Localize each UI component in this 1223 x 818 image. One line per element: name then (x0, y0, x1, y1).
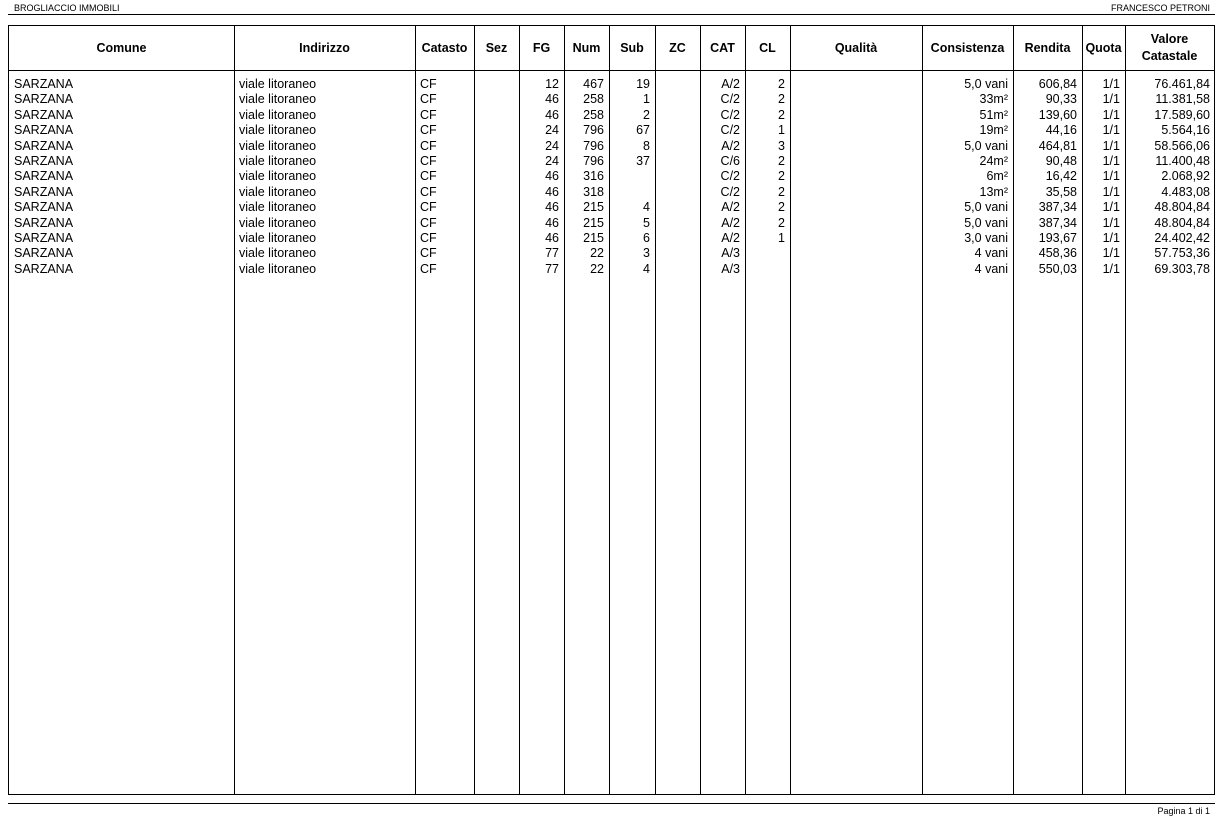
cell-valore: 2.068,92 (1161, 169, 1210, 184)
cell-sub: 2 (643, 107, 650, 122)
cell-comune: SARZANA (14, 169, 74, 184)
cell-sez (479, 246, 514, 261)
cell-valore: 48.804,84 (1154, 215, 1210, 230)
cell-cl: 1 (778, 123, 785, 138)
cell-cat: C/6 (720, 154, 740, 168)
cell-indirizzo: viale litoraneo (239, 77, 317, 91)
cell-cat: A/2 (721, 77, 740, 91)
cell-qualita (795, 200, 917, 215)
cell-consistenza: 51m² (979, 107, 1008, 122)
cell-cl: 2 (778, 215, 785, 230)
table-row (9, 108, 1214, 123)
cell-cat: A/2 (721, 138, 740, 153)
cell-zc (660, 185, 695, 200)
cell-consistenza: 3,0 vani (964, 231, 1008, 245)
cell-cl: 2 (778, 77, 785, 91)
cell-quota: 1/1 (1102, 200, 1120, 215)
table-row (9, 123, 1214, 138)
cell-cl: 2 (778, 200, 785, 215)
cell-sub: 8 (643, 138, 650, 153)
cell-consistenza: 24m² (979, 154, 1008, 168)
cell-fg: 77 (545, 261, 559, 276)
header-catasto: Catasto (421, 40, 468, 55)
cell-cl (750, 262, 785, 277)
cell-sub: 19 (636, 77, 650, 91)
cell-cl: 2 (778, 154, 785, 168)
cell-qualita (795, 169, 917, 184)
cell-zc (660, 123, 695, 138)
cell-indirizzo: viale litoraneo (239, 138, 317, 153)
cell-cl: 3 (778, 138, 785, 153)
cell-cl: 2 (778, 184, 785, 199)
header-consistenza: Consistenza (930, 40, 1005, 55)
cell-qualita (795, 154, 917, 169)
table-row (9, 262, 1214, 277)
cell-indirizzo: viale litoraneo (239, 246, 317, 261)
cell-sub: 67 (636, 123, 650, 138)
cell-catasto: CF (420, 246, 437, 261)
cell-cat: A/2 (721, 215, 740, 230)
cell-comune: SARZANA (14, 231, 74, 245)
cell-comune: SARZANA (14, 123, 74, 138)
cell-consistenza: 6m² (986, 169, 1008, 184)
cell-consistenza: 33m² (979, 92, 1008, 107)
cell-num: 796 (583, 154, 604, 168)
cell-cl (750, 246, 785, 261)
cell-consistenza: 4 vani (974, 246, 1008, 261)
table-row (9, 92, 1214, 107)
cell-indirizzo: viale litoraneo (239, 184, 317, 199)
cell-fg: 46 (545, 169, 559, 184)
cell-catasto: CF (420, 77, 437, 91)
cell-sez (479, 154, 514, 169)
cell-cl: 2 (778, 169, 785, 184)
table-row (9, 216, 1214, 231)
cell-consistenza: 5,0 vani (964, 215, 1008, 230)
header-sub: Sub (620, 40, 644, 55)
cell-indirizzo: viale litoraneo (239, 154, 317, 168)
cell-zc (660, 154, 695, 169)
cell-sez (479, 185, 514, 200)
cell-comune: SARZANA (14, 77, 74, 91)
cell-valore: 5.564,16 (1161, 123, 1210, 138)
cell-num: 215 (583, 231, 604, 245)
table-row (9, 231, 1214, 246)
header-valore: Valore Catastale (1141, 32, 1198, 63)
cell-zc (660, 231, 695, 246)
cell-comune: SARZANA (14, 92, 74, 107)
header-quota: Quota (1085, 40, 1122, 55)
cell-qualita (795, 216, 917, 231)
cell-sez (479, 123, 514, 138)
cell-quota: 1/1 (1102, 169, 1120, 184)
cell-qualita (795, 77, 917, 92)
cell-valore: 69.303,78 (1154, 261, 1210, 276)
cell-catasto: CF (420, 215, 437, 230)
cell-qualita (795, 108, 917, 123)
cell-quota: 1/1 (1102, 92, 1120, 107)
cell-indirizzo: viale litoraneo (239, 169, 317, 184)
cell-qualita (795, 139, 917, 154)
cell-fg: 46 (545, 215, 559, 230)
cell-valore: 11.400,48 (1155, 154, 1210, 168)
cell-rendita: 464,81 (1038, 138, 1077, 153)
header-sez: Sez (485, 40, 508, 55)
page-number: Pagina 1 di 1 (1157, 806, 1210, 816)
cell-cat: C/2 (720, 123, 740, 138)
cell-quota: 1/1 (1102, 123, 1120, 138)
cell-rendita: 139,60 (1038, 107, 1077, 122)
cell-sub: 5 (643, 215, 650, 230)
cell-valore: 58.566,06 (1154, 138, 1210, 153)
cell-sez (479, 200, 514, 215)
cell-rendita: 90,48 (1045, 154, 1077, 168)
cell-rendita: 44,16 (1045, 123, 1077, 138)
cell-catasto: CF (420, 123, 437, 138)
cell-num: 467 (583, 77, 604, 91)
bottom-divider (8, 803, 1215, 804)
cell-sez (479, 108, 514, 123)
cell-zc (660, 246, 695, 261)
cell-zc (660, 262, 695, 277)
cell-quota: 1/1 (1102, 154, 1120, 168)
cell-valore: 48.804,84 (1154, 200, 1210, 215)
cell-indirizzo: viale litoraneo (239, 261, 317, 276)
header-divider (9, 70, 1214, 71)
cell-num: 796 (583, 123, 604, 138)
cell-fg: 46 (545, 92, 559, 107)
cell-qualita (795, 246, 917, 261)
cell-comune: SARZANA (14, 215, 74, 230)
cell-valore: 4.483,08 (1161, 184, 1210, 199)
cell-catasto: CF (420, 184, 437, 199)
property-table (8, 25, 1215, 795)
cell-zc (660, 77, 695, 92)
header-qualita: Qualità (834, 40, 878, 55)
cell-fg: 77 (545, 246, 559, 261)
cell-sub: 1 (643, 92, 650, 107)
cell-sez (479, 169, 514, 184)
cell-rendita: 387,34 (1038, 200, 1077, 215)
header-indirizzo: Indirizzo (299, 40, 350, 55)
cell-consistenza: 4 vani (974, 261, 1008, 276)
cell-rendita: 387,34 (1038, 215, 1077, 230)
cell-consistenza: 13m² (979, 184, 1008, 199)
table-row (9, 246, 1214, 261)
cell-cl: 1 (778, 231, 785, 245)
cell-zc (660, 169, 695, 184)
cell-consistenza: 5,0 vani (964, 138, 1008, 153)
cell-num: 796 (583, 138, 604, 153)
cell-cat: A/3 (721, 261, 740, 276)
cell-comune: SARZANA (14, 154, 74, 168)
cell-sub: 6 (643, 231, 650, 245)
cell-sez (479, 216, 514, 231)
cell-consistenza: 5,0 vani (964, 200, 1008, 215)
cell-num: 258 (583, 107, 604, 122)
cell-qualita (795, 185, 917, 200)
cell-quota: 1/1 (1102, 231, 1120, 245)
cell-cl: 2 (778, 107, 785, 122)
cell-catasto: CF (420, 138, 437, 153)
cell-fg: 46 (545, 231, 559, 245)
cell-sub: 4 (643, 261, 650, 276)
cell-rendita: 606,84 (1038, 77, 1077, 91)
cell-catasto: CF (420, 200, 437, 215)
cell-sez (479, 262, 514, 277)
cell-qualita (795, 231, 917, 246)
cell-num: 215 (583, 200, 604, 215)
cell-valore: 76.461,84 (1154, 77, 1210, 91)
cell-fg: 24 (545, 138, 559, 153)
cell-valore: 57.753,36 (1154, 246, 1210, 261)
table-row (9, 200, 1214, 215)
table-row (9, 185, 1214, 200)
cell-sub: 3 (643, 246, 650, 261)
cell-rendita: 550,03 (1038, 261, 1077, 276)
cell-quota: 1/1 (1102, 246, 1120, 261)
cell-num: 22 (590, 246, 604, 261)
cell-cat: C/2 (720, 184, 740, 199)
cell-indirizzo: viale litoraneo (239, 107, 317, 122)
cell-rendita: 458,36 (1038, 246, 1077, 261)
cell-quota: 1/1 (1102, 138, 1120, 153)
report-title: BROGLIACCIO IMMOBILI (14, 3, 120, 13)
header-zc: ZC (669, 40, 686, 55)
cell-sub (614, 185, 650, 200)
cell-cl: 2 (778, 92, 785, 107)
cell-fg: 24 (545, 154, 559, 168)
table-row (9, 169, 1214, 184)
cell-catasto: CF (420, 154, 437, 168)
cell-fg: 46 (545, 107, 559, 122)
cell-catasto: CF (420, 169, 437, 184)
cell-zc (660, 92, 695, 107)
cell-quota: 1/1 (1102, 107, 1120, 122)
cell-indirizzo: viale litoraneo (239, 215, 317, 230)
cell-rendita: 16,42 (1045, 169, 1077, 184)
cell-zc (660, 216, 695, 231)
cell-cat: C/2 (720, 169, 740, 184)
cell-cat: C/2 (720, 107, 740, 122)
cell-indirizzo: viale litoraneo (239, 200, 317, 215)
table-row (9, 77, 1214, 92)
cell-num: 318 (583, 184, 604, 199)
header-cat: CAT (710, 40, 735, 55)
cell-qualita (795, 262, 917, 277)
cell-rendita: 193,67 (1038, 231, 1077, 245)
cell-quota: 1/1 (1102, 215, 1120, 230)
header-num: Num (572, 40, 601, 55)
cell-rendita: 35,58 (1045, 184, 1077, 199)
header-rendita: Rendita (1024, 40, 1071, 55)
cell-valore: 11.381,58 (1155, 92, 1210, 107)
cell-catasto: CF (420, 107, 437, 122)
cell-catasto: CF (420, 92, 437, 107)
cell-quota: 1/1 (1102, 184, 1120, 199)
cell-cat: A/2 (721, 200, 740, 215)
cell-num: 22 (590, 261, 604, 276)
cell-num: 258 (583, 92, 604, 107)
top-divider (8, 14, 1215, 15)
cell-catasto: CF (420, 231, 437, 245)
owner-name: FRANCESCO PETRONI (1110, 3, 1210, 13)
cell-indirizzo: viale litoraneo (239, 92, 317, 107)
cell-sez (479, 77, 514, 92)
cell-comune: SARZANA (14, 138, 74, 153)
cell-fg: 46 (545, 200, 559, 215)
cell-comune: SARZANA (14, 200, 74, 215)
cell-num: 215 (583, 215, 604, 230)
cell-comune: SARZANA (14, 261, 74, 276)
cell-rendita: 90,33 (1045, 92, 1077, 107)
cell-zc (660, 200, 695, 215)
cell-valore: 17.589,60 (1154, 107, 1210, 122)
cell-consistenza: 5,0 vani (964, 77, 1008, 91)
cell-comune: SARZANA (14, 246, 74, 261)
cell-sub: 4 (643, 200, 650, 215)
header-cl: CL (759, 40, 776, 55)
cell-comune: SARZANA (14, 107, 74, 122)
cell-cat: C/2 (720, 92, 740, 107)
cell-cat: A/2 (721, 231, 740, 245)
cell-valore: 24.402,42 (1154, 231, 1210, 245)
cell-cat: A/3 (721, 246, 740, 261)
header-fg: FG (532, 40, 551, 55)
cell-zc (660, 108, 695, 123)
cell-catasto: CF (420, 261, 437, 276)
cell-quota: 1/1 (1102, 77, 1120, 91)
cell-sez (479, 231, 514, 246)
cell-consistenza: 19m² (979, 123, 1008, 138)
cell-num: 316 (583, 169, 604, 184)
cell-sez (479, 92, 514, 107)
cell-sez (479, 139, 514, 154)
cell-fg: 24 (545, 123, 559, 138)
cell-indirizzo: viale litoraneo (239, 231, 317, 245)
cell-zc (660, 139, 695, 154)
header-comune: Comune (96, 40, 147, 55)
cell-indirizzo: viale litoraneo (239, 123, 317, 138)
cell-qualita (795, 92, 917, 107)
cell-sub: 37 (636, 154, 650, 168)
cell-fg: 12 (545, 77, 559, 91)
table-row (9, 154, 1214, 169)
cell-fg: 46 (545, 184, 559, 199)
cell-sub (614, 169, 650, 184)
table-row (9, 139, 1214, 154)
cell-comune: SARZANA (14, 184, 74, 199)
cell-quota: 1/1 (1102, 261, 1120, 276)
cell-qualita (795, 123, 917, 138)
